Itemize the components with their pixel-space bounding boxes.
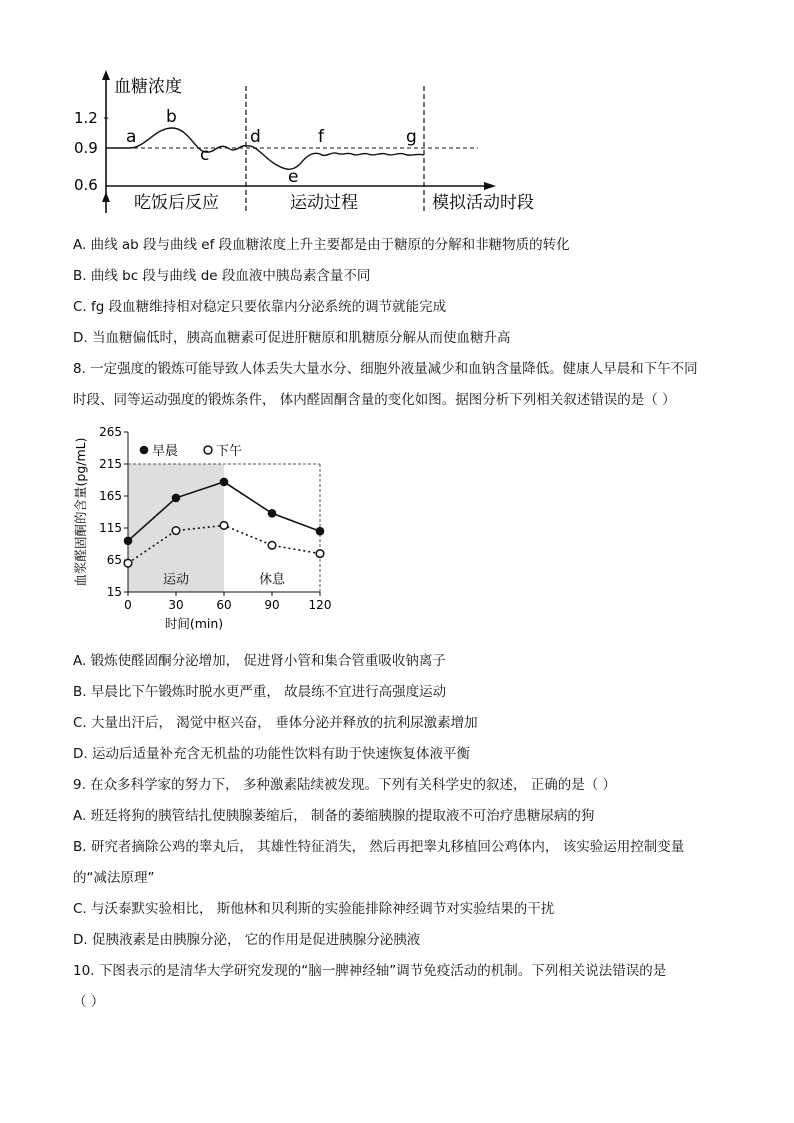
- point-morning-90: [268, 509, 277, 518]
- x-tick-label-0: 0: [124, 598, 132, 612]
- q9-option-d: D. 促胰液素是由胰腺分泌， 它的作用是促进胰腺分泌胰液: [73, 932, 421, 948]
- point-b: b: [166, 107, 177, 127]
- q7-option-b: B. 曲线 bc 段与曲线 de 段血液中胰岛素含量不同: [73, 268, 371, 284]
- q8-option-a: A. 锻炼使醛固酮分泌增加， 促进肾小管和集合管重吸收钠离子: [73, 653, 446, 669]
- q9-option-c: C. 与沃泰默实验相比， 斯他林和贝利斯的实验能排除神经调节对实验结果的干扰: [73, 901, 555, 917]
- q9-option-b-line2: 的“减法原理”: [73, 870, 155, 886]
- q7-option-c: C. fg 段血糖维持相对稳定只要依靠内分泌系统的调节就能完成: [73, 299, 447, 315]
- q10-stem-line1: 10. 下图表示的是清华大学研究发现的“脑一脾神经轴”调节免疫活动的机制。下列相关说法错误的是: [73, 963, 667, 979]
- q9-option-a: A. 班廷将狗的胰管结扎使胰腺萎缩后， 制备的萎缩胰腺的提取液不可治疗患糖尿病的狗: [73, 808, 595, 824]
- point-afternoon-0: [124, 559, 132, 567]
- point-e: e: [288, 167, 299, 187]
- aldosterone-chart: [72, 420, 342, 635]
- point-a: a: [126, 127, 137, 147]
- point-afternoon-120: [316, 550, 324, 558]
- q8-option-c: C. 大量出汗后， 渴觉中枢兴奋， 垂体分泌并释放的抗利尿激素增加: [73, 715, 478, 731]
- x-tick-label-30: 30: [168, 598, 184, 612]
- x-tick-label-120: 120: [308, 598, 332, 612]
- point-morning-60: [220, 478, 229, 487]
- q8-option-b: B. 早晨比下午锻炼时脱水更严重， 故晨练不宜进行高强度运动: [73, 684, 447, 700]
- legend-marker-afternoon: [204, 446, 212, 454]
- point-afternoon-60: [220, 522, 228, 530]
- point-morning-120: [316, 527, 325, 536]
- point-g: g: [406, 127, 417, 147]
- phase-simulated: 模拟活动时段: [432, 193, 534, 213]
- point-morning-30: [172, 494, 181, 503]
- q7-option-a: A. 曲线 ab 段与曲线 ef 段血糖浓度上升主要都是由于糖原的分解和非糖物质的转化: [73, 237, 570, 253]
- q8-option-d: D. 运动后适量补充含无机盐的功能性饮料有助于快速恢复体液平衡: [73, 746, 470, 762]
- legend-label-afternoon: 下午: [216, 444, 243, 459]
- q7-option-d: D. 当血糖偏低时，胰高血糖素可促进肝糖原和肌糖原分解从而使血糖升高: [73, 330, 511, 346]
- point-morning-0: [124, 537, 133, 546]
- legend-label-morning: 早晨: [152, 444, 179, 459]
- legend-marker-morning: [140, 446, 149, 455]
- chart-x-label: 时间(min): [164, 616, 224, 631]
- glucose-curve: [106, 128, 424, 169]
- y-tick-label-115: 115: [99, 521, 122, 535]
- ytick-0.6: 0.6: [74, 176, 98, 194]
- q10-stem-line2: （ ）: [73, 994, 105, 1010]
- ytick-1.2: 1.2: [74, 109, 98, 127]
- q9-stem: 9. 在众多科学家的努力下， 多种激素陆续被发现。下列有关科学史的叙述， 正确的是（ ）: [73, 777, 617, 793]
- phase-exercise: 运动过程: [290, 193, 358, 213]
- x-tick-label-90: 90: [264, 598, 280, 612]
- q8-stem-line2: 时段、同等运动强度的锻炼条件， 体内醛固酮含量的变化如图。据图分析下列相关叙述错误的是（ ）: [73, 392, 676, 408]
- blood-glucose-figure: [70, 68, 560, 218]
- q8-stem-line1: 8. 一定强度的锻炼可能导致人体丢失大量水分、细胞外液量减少和血钠含量降低。健康人早晨和下午不同: [73, 361, 698, 377]
- q9-option-b-line1: B. 研究者摘除公鸡的睾丸后， 其雄性特征消失， 然后再把睾丸移植回公鸡体内， 该实验运用控制变量: [73, 839, 685, 855]
- y-tick-label-65: 65: [106, 553, 122, 567]
- y-tick-label-215: 215: [99, 457, 122, 471]
- rest-label: 休息: [258, 572, 286, 588]
- point-d: d: [250, 127, 261, 147]
- x-tick-label-60: 60: [216, 598, 232, 612]
- chart-y-label: 血浆醛固酮的含量(pg/mL): [73, 437, 88, 587]
- y-tick-label-165: 165: [99, 489, 122, 503]
- y-tick-label-15: 15: [106, 585, 122, 599]
- y-tick-label-265: 265: [99, 425, 122, 439]
- point-afternoon-30: [172, 527, 180, 535]
- point-c: c: [200, 145, 210, 165]
- ytick-0.9: 0.9: [74, 139, 98, 157]
- exercise-label: 运动: [162, 572, 190, 588]
- point-afternoon-90: [268, 541, 276, 549]
- y-axis-label: 血糖浓度: [114, 77, 182, 97]
- point-f: f: [318, 127, 324, 147]
- phase-eating: 吃饭后反应: [134, 193, 219, 213]
